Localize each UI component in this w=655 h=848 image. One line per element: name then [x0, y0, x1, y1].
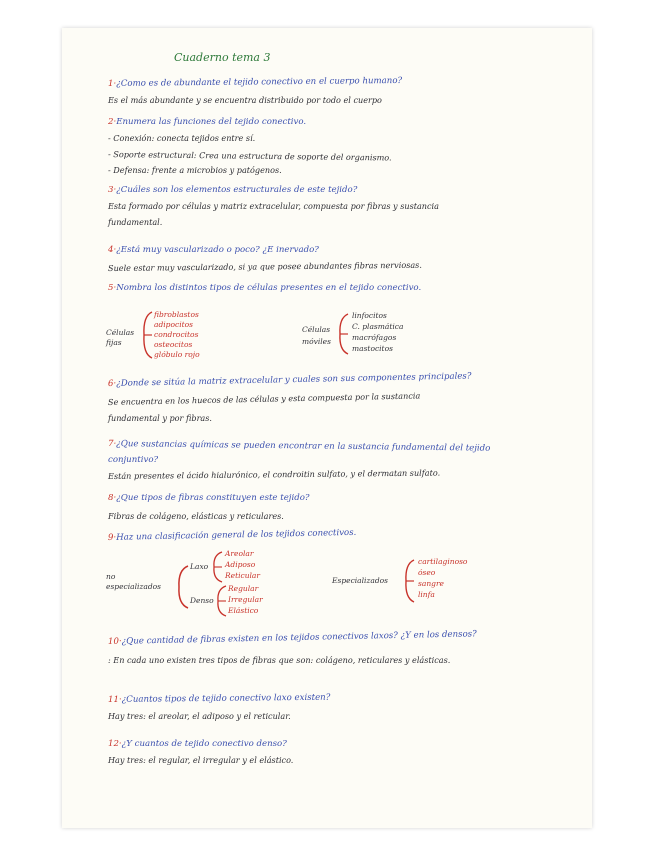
tissue-item: Irregular: [228, 595, 263, 604]
answer-7: Están presentes el ácido hialurónico, el condroitin sulfato, y el dermatan sulfato.: [107, 467, 441, 481]
cell-item: macrófagos: [352, 333, 397, 342]
notebook-page: [62, 28, 592, 828]
question-number: 1·: [107, 78, 117, 89]
answer-2-line-2: - Soporte estructural: Crea una estructura de soporte del organismo.: [107, 149, 392, 163]
tissue-item: Adiposo: [225, 560, 256, 569]
question-number: 3·: [108, 185, 117, 195]
cell-item: fibroblastos: [154, 310, 199, 319]
tissue-nonspecial-label-1: no: [106, 572, 116, 581]
answer-2-line-3: - Defensa: frente a microbios y patógenos.: [108, 165, 282, 175]
answer-2-line-1: - Conexión: conecta tejidos entre sí.: [108, 133, 256, 143]
question-text: ¿Que cantidad de fibras existen en los tejidos conectivos laxos? ¿Y en los densos?: [121, 629, 477, 647]
question-number: 5·: [108, 283, 117, 293]
tissue-item: Reticular: [225, 571, 260, 580]
question-number: 8·: [108, 493, 117, 503]
question-7-line-2: conjuntivo?: [108, 455, 159, 465]
cells-fixed-label-1: Células: [106, 328, 135, 337]
question-text: ¿Como es de abundante el tejido conectivo en el cuerpo humano?: [116, 75, 403, 89]
cell-item: linfocitos: [352, 311, 387, 320]
question-number: 2·: [108, 117, 117, 127]
question-text: ¿Donde se sitúa la matriz extracelular y cuales son sus componentes principales?: [116, 371, 472, 389]
question-text: ¿Cuantos tipos de tejido conectivo laxo existen?: [121, 692, 331, 705]
page-title: Cuaderno tema 3: [174, 51, 271, 64]
tissue-laxo-label: Laxo: [190, 562, 209, 571]
cells-fixed-label-2: fijas: [106, 338, 122, 347]
cell-item: glóbulo rojo: [154, 350, 200, 359]
question-text: ¿Cuáles son los elementos estructurales de este tejido?: [116, 185, 358, 195]
question-number: 7·: [107, 439, 117, 450]
tissue-item: óseo: [418, 568, 436, 577]
answer-11: Hay tres: el areolar, el adiposo y el reticular.: [108, 711, 291, 721]
question-1: [108, 77, 402, 89]
question-11: [108, 694, 330, 705]
cell-item: adipocitos: [154, 320, 193, 329]
answer-3-line-1: Esta formado por células y matriz extracelular, compuesta por fibras y sustancia: [108, 201, 439, 211]
question-10: [108, 630, 477, 646]
answer-8: Fibras de colágeno, elásticas y reticulares.: [108, 511, 284, 521]
tissue-item: linfa: [418, 590, 435, 599]
question-2: [108, 118, 306, 127]
question-12: [108, 740, 287, 749]
bracket-nonspecial: [174, 564, 190, 610]
tissue-item: Elástico: [228, 606, 259, 615]
cell-item: C. plasmática: [352, 322, 404, 331]
question-number: 9·: [107, 532, 117, 543]
cells-mobile-label-2: móviles: [302, 337, 331, 346]
question-number: 11·: [107, 694, 122, 705]
question-5: [108, 284, 421, 293]
tissue-item: cartilaginoso: [418, 557, 468, 566]
bracket-laxo: [210, 550, 224, 584]
question-text: Enumera las funciones del tejido conectivo.: [116, 117, 307, 127]
answer-12: Hay tres: el regular, el irregular y el elástico.: [108, 755, 294, 765]
answer-1: Es el más abundante y se encuentra distribuido por todo el cuerpo: [108, 95, 382, 105]
bracket-mobile-cells: [336, 312, 350, 356]
bracket-fixed-cells: [140, 310, 154, 360]
cell-item: mastocitos: [352, 344, 393, 353]
answer-6-line-2: fundamental y por fibras.: [108, 413, 212, 423]
cell-item: condrocitos: [154, 330, 199, 339]
tissue-item: sangre: [418, 579, 444, 588]
answer-3-line-2: fundamental.: [108, 217, 163, 227]
question-6: [108, 372, 472, 388]
question-3: [108, 186, 357, 195]
tissue-special-label: Especializados: [332, 576, 389, 585]
question-text: ¿Que sustancias químicas se pueden encontrar en la sustancia fundamental del tejido: [116, 439, 491, 454]
answer-4: Suele estar muy vascularizado, si ya que posee abundantes fibras nerviosas.: [107, 259, 422, 273]
cells-mobile-label-1: Células: [302, 325, 331, 334]
tissue-nonspecial-label-2: especializados: [106, 582, 161, 591]
question-number: 12·: [108, 739, 122, 749]
question-text: Nombra los distintos tipos de células presentes en el tejido conectivo.: [116, 283, 422, 293]
question-text: ¿Está muy vascularizado o poco? ¿E inervado?: [116, 245, 319, 255]
question-8: [108, 494, 309, 503]
cell-item: osteocitos: [154, 340, 193, 349]
answer-6-line-1: Se encuentra en los huecos de las células y esta compuesta por la sustancia: [107, 390, 421, 407]
question-text: ¿Y cuantos de tejido conectivo denso?: [121, 739, 287, 749]
question-text: Haz una clasificación general de los tejidos conectivos.: [116, 527, 357, 543]
question-text: ¿Que tipos de fibras constituyen este tejido?: [116, 493, 310, 503]
question-9: [108, 529, 357, 543]
question-number: 4·: [108, 245, 117, 255]
question-number: 6·: [107, 378, 117, 389]
tissue-item: Regular: [228, 584, 259, 593]
tissue-item: Areolar: [225, 549, 254, 558]
bracket-denso: [214, 584, 228, 618]
tissue-denso-label: Denso: [190, 596, 214, 605]
question-7: [108, 440, 490, 453]
question-number: 10·: [107, 636, 122, 647]
answer-10: : En cada uno existen tres tipos de fibras que son: colágeno, reticulares y elásticas.: [108, 655, 451, 665]
bracket-special: [402, 558, 416, 604]
question-4: [108, 246, 319, 255]
